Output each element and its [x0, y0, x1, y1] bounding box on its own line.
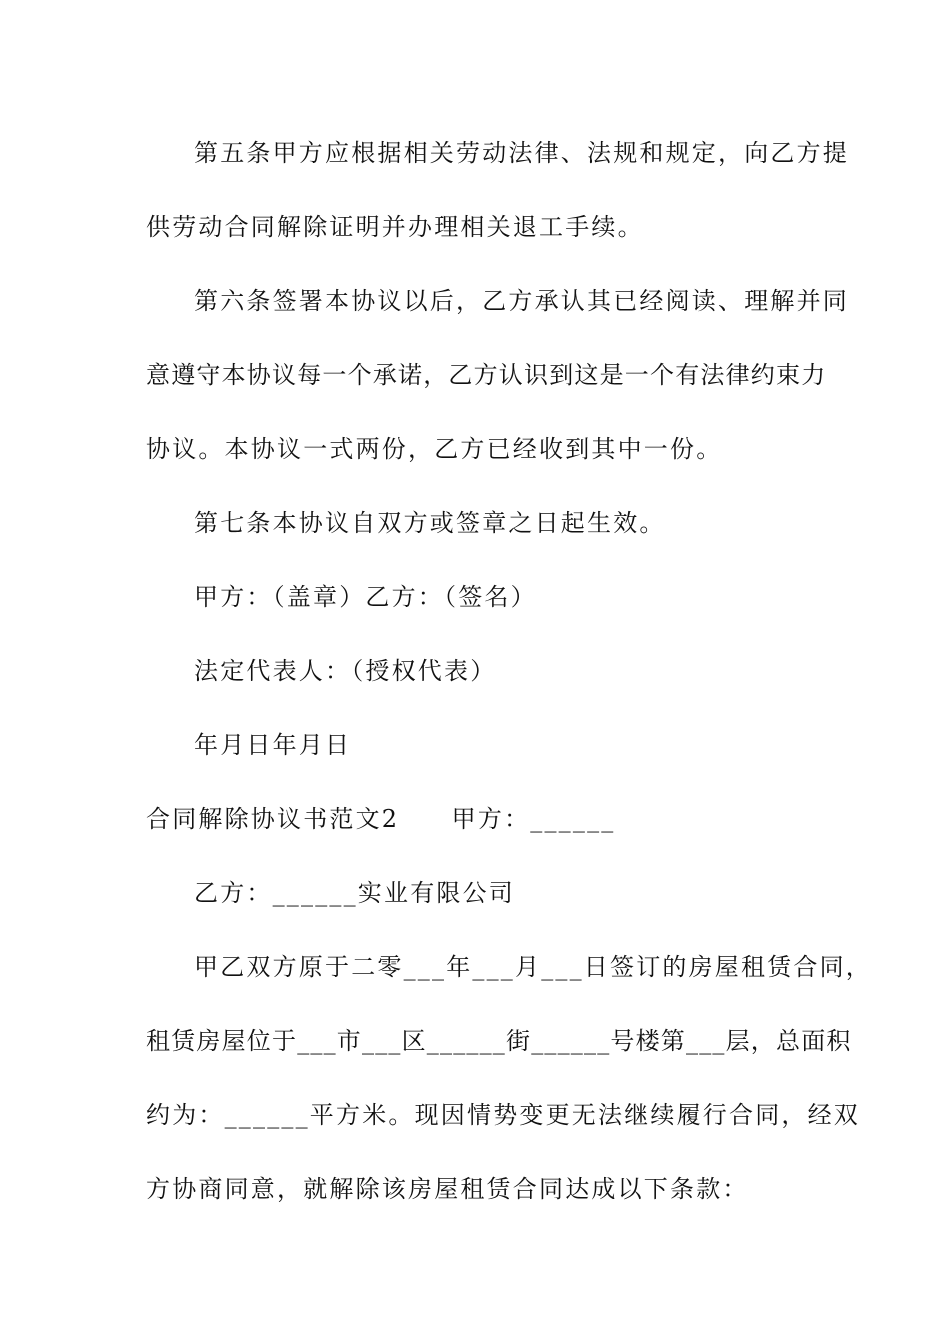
paragraph-article-6-line-1: 第六条签署本协议以后，乙方承认其已经阅读、理解并同: [194, 287, 849, 315]
legal-representative-line: 法定代表人：（授权代表）: [194, 657, 497, 685]
lease-paragraph-line-1: 甲乙双方原于二零___年___月___日签订的房屋租赁合同，: [194, 953, 872, 981]
lease-paragraph-line-4: 方协商同意，就解除该房屋租赁合同达成以下条款：: [146, 1175, 749, 1203]
paragraph-article-5-line-1: 第五条甲方应根据相关劳动法律、法规和规定，向乙方提: [194, 139, 849, 167]
signature-parties-line: 甲方：（盖章）乙方：（签名）: [194, 583, 537, 611]
paragraph-article-6-line-3: 协议。本协议一式两份，乙方已经收到其中一份。: [146, 435, 723, 463]
party-b-line: 乙方：______实业有限公司: [194, 879, 515, 907]
lease-paragraph-line-3: 约为：______平方米。现因情势变更无法继续履行合同，经双: [146, 1101, 860, 1129]
lease-paragraph-line-2: 租赁房屋位于___市___区______街______号楼第___层，总面积: [146, 1027, 852, 1055]
sample-2-heading-party-a: 合同解除协议书范文2 甲方：______: [146, 805, 616, 833]
date-line: 年月日年月日: [194, 731, 352, 759]
paragraph-article-6-line-2: 意遵守本协议每一个承诺，乙方认识到这是一个有法律约束力: [146, 361, 827, 389]
paragraph-article-7: 第七条本协议自双方或签章之日起生效。: [194, 509, 666, 537]
paragraph-article-5-line-2: 供劳动合同解除证明并办理相关退工手续。: [146, 213, 644, 241]
